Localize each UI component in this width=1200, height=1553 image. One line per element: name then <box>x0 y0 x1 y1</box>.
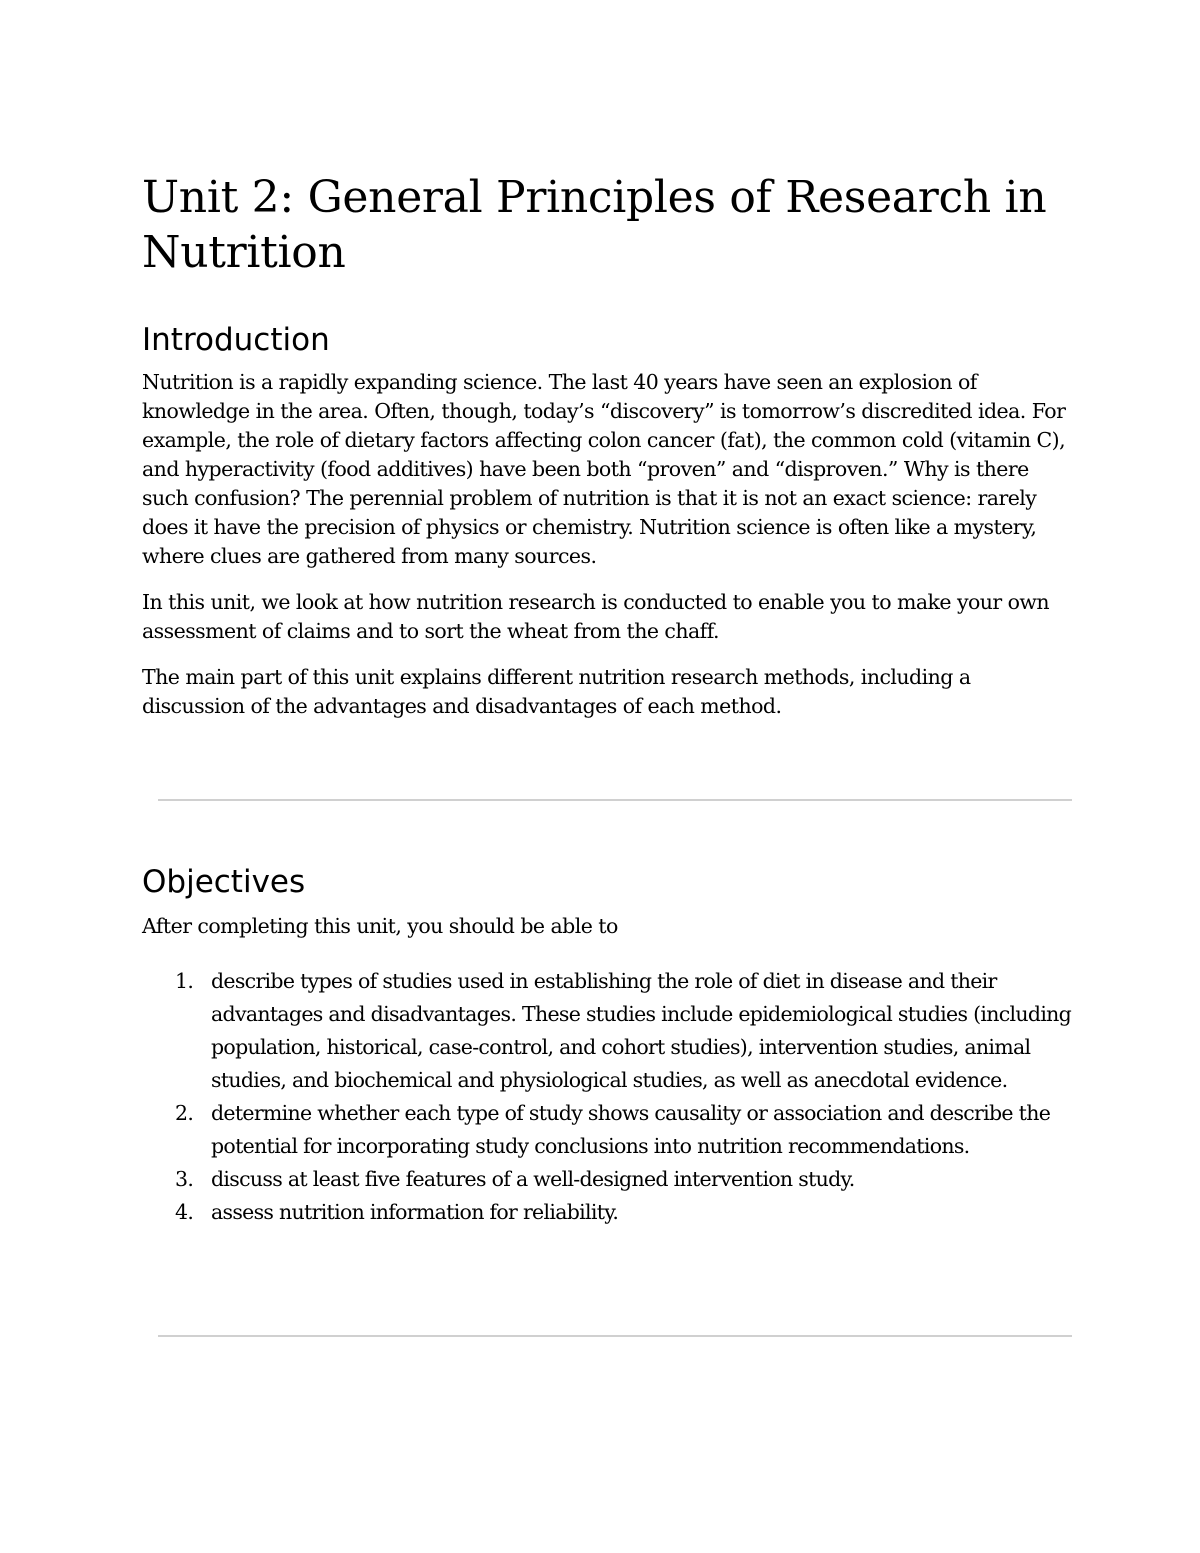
list-item <box>142 1163 1072 1196</box>
objectives-heading: Objectives <box>142 864 306 900</box>
objectives-lead: After completing this unit, you should be able to <box>142 914 618 938</box>
document-page <box>142 170 1072 721</box>
list-item <box>142 965 1072 1097</box>
list-item-text: assess nutrition information for reliability. <box>211 1200 619 1224</box>
list-item <box>142 1196 1072 1229</box>
intro-paragraph: In this unit, we look at how nutrition research is conducted to enable you to make your own assessment of claims and to sort the wheat from the chaff. <box>142 590 1050 643</box>
document-title: Unit 2: General Principles of Research in Nutrition <box>142 172 1047 278</box>
intro-paragraph: Nutrition is a rapidly expanding science. The last 40 years have seen an explosion of knowledge in the area. Often, though, today’s “discovery” is tomorrow’s discredited idea. For example, the role of dietary factors affecting colon cancer (fat), the common cold (vitamin C), and hyperactivity (food additives) have been both “proven” and “disproven.” Why is there such confusion? The perennial problem of nutrition is that it is not an exact science: rarely does it have the precision of physics or chemistry. Nutrition science is often like a mystery, where clues are gathered from many sources. <box>142 370 1066 568</box>
objectives-section <box>142 862 1072 1229</box>
list-item-text: determine whether each type of study shows causality or association and describe the potential for incorporating study conclusions into nutrition recommendations. <box>211 1101 1051 1158</box>
list-item <box>142 1097 1072 1163</box>
section-divider <box>158 799 1072 801</box>
objectives-list <box>142 965 1072 1229</box>
list-item-number: 4. <box>175 1200 194 1224</box>
section-divider <box>158 1335 1072 1337</box>
intro-paragraph: The main part of this unit explains different nutrition research methods, including a discussion of the advantages and disadvantages of each method. <box>142 665 971 718</box>
list-item-number: 3. <box>175 1167 194 1191</box>
list-item-number: 2. <box>175 1101 194 1125</box>
introduction-heading: Introduction <box>142 322 330 358</box>
list-item-text: discuss at least five features of a well-designed intervention study. <box>211 1167 855 1191</box>
list-item-number: 1. <box>175 969 194 993</box>
list-item-text: describe types of studies used in establishing the role of diet in disease and their advantages and disadvantages. These studies include epidemiological studies (including population, historical, case-control, and cohort studies), intervention studies, animal studies, and biochemical and physiological studies, as well as anecdotal evidence. <box>211 969 1072 1092</box>
